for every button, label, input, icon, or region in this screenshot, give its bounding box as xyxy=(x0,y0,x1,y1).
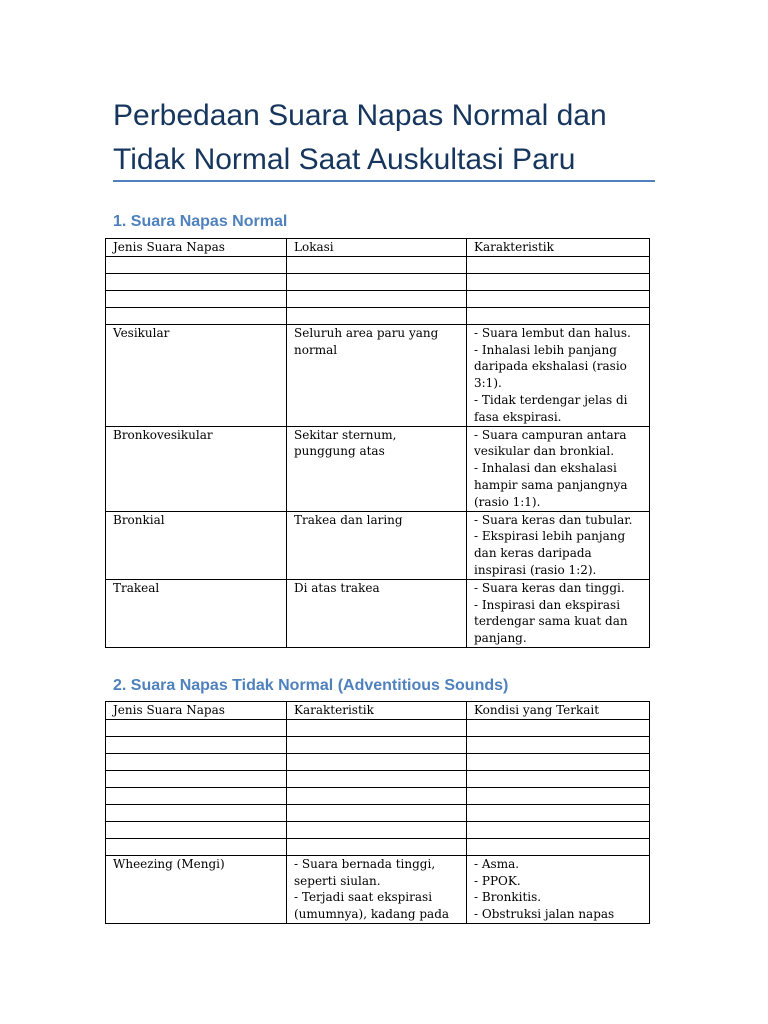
sound-type-cell: Bronkovesikular xyxy=(106,426,287,511)
table-row xyxy=(106,855,650,923)
characteristic-cell xyxy=(467,426,650,511)
empty-row xyxy=(106,719,650,736)
characteristic-line: - Tidak terdengar jelas di fasa ekspirasi. xyxy=(474,392,628,424)
characteristic-line: - Suara campuran antara vesikular dan bronkial. xyxy=(474,427,627,459)
characteristic-line: - Inhalasi dan ekshalasi hampir sama panjangnya (rasio 1:1). xyxy=(474,461,628,509)
condition-line: - Asma. xyxy=(474,856,520,871)
sound-type-cell: Bronkial xyxy=(106,511,287,579)
empty-row xyxy=(106,838,650,855)
header-cell: Jenis Suara Napas xyxy=(106,239,287,257)
characteristic-line: - Suara keras dan tinggi. xyxy=(474,580,625,595)
characteristic-line: - Inspirasi dan ekspirasi terdengar sama kuat dan panjang. xyxy=(474,597,628,646)
location-cell: Di atas trakea xyxy=(287,579,467,647)
sound-type-cell: Trakeal xyxy=(106,579,287,647)
characteristic-line: - Terjadi saat ekspirasi (umumnya), kadang pada xyxy=(294,890,450,922)
empty-row xyxy=(106,770,650,787)
table-row xyxy=(106,426,650,511)
section-heading-abnormal: 2. Suara Napas Tidak Normal (Adventitious Sounds) xyxy=(113,677,509,694)
document-title: Perbedaan Suara Napas Normal dan Tidak Normal Saat Auskultasi Paru xyxy=(113,99,607,176)
characteristic-cell xyxy=(467,579,650,647)
header-cell: Karakteristik xyxy=(287,702,467,720)
table-row xyxy=(106,511,650,579)
header-cell: Karakteristik xyxy=(467,239,650,257)
characteristic-line: - Suara bernada tinggi, seperti siulan. xyxy=(294,856,436,888)
header-cell: Jenis Suara Napas xyxy=(106,702,287,720)
location-cell: Sekitar sternum, punggung atas xyxy=(287,426,467,511)
sound-type-cell: Wheezing (Mengi) xyxy=(106,855,287,923)
empty-row xyxy=(106,273,650,290)
empty-row xyxy=(106,290,650,307)
header-cell: Lokasi xyxy=(287,239,467,257)
abnormal-sounds-table xyxy=(105,701,650,924)
table-row xyxy=(106,579,650,647)
characteristic-line: - Suara keras dan tubular. xyxy=(474,512,633,527)
table-header-row xyxy=(106,702,650,720)
characteristic-cell xyxy=(467,324,650,426)
condition-line: - Bronkitis. xyxy=(474,890,542,905)
empty-row xyxy=(106,804,650,821)
condition-line: - Obstruksi jalan napas xyxy=(474,907,615,922)
title-underline xyxy=(113,180,655,182)
table-header-row xyxy=(106,239,650,257)
sound-type-cell: Vesikular xyxy=(106,324,287,426)
empty-row xyxy=(106,787,650,804)
table-row xyxy=(106,324,650,426)
section-heading-normal: 1. Suara Napas Normal xyxy=(113,213,288,230)
characteristic-cell xyxy=(287,855,467,923)
condition-cell xyxy=(467,855,650,923)
characteristic-line: - Suara lembut dan halus. xyxy=(474,325,631,340)
characteristic-cell xyxy=(467,511,650,579)
empty-row xyxy=(106,256,650,273)
condition-line: - PPOK. xyxy=(474,873,521,888)
empty-row xyxy=(106,736,650,753)
location-cell: Trakea dan laring xyxy=(287,511,467,579)
normal-sounds-table xyxy=(105,238,650,648)
header-cell: Kondisi yang Terkait xyxy=(467,702,650,720)
location-cell: Seluruh area paru yang normal xyxy=(287,324,467,426)
empty-row xyxy=(106,753,650,770)
characteristic-line: - Ekspirasi lebih panjang dan keras daripada inspirasi (rasio 1:2). xyxy=(474,529,626,577)
empty-row xyxy=(106,821,650,838)
characteristic-line: - Inhalasi lebih panjang daripada ekshalasi (rasio 3:1). xyxy=(474,342,627,391)
empty-row xyxy=(106,307,650,324)
